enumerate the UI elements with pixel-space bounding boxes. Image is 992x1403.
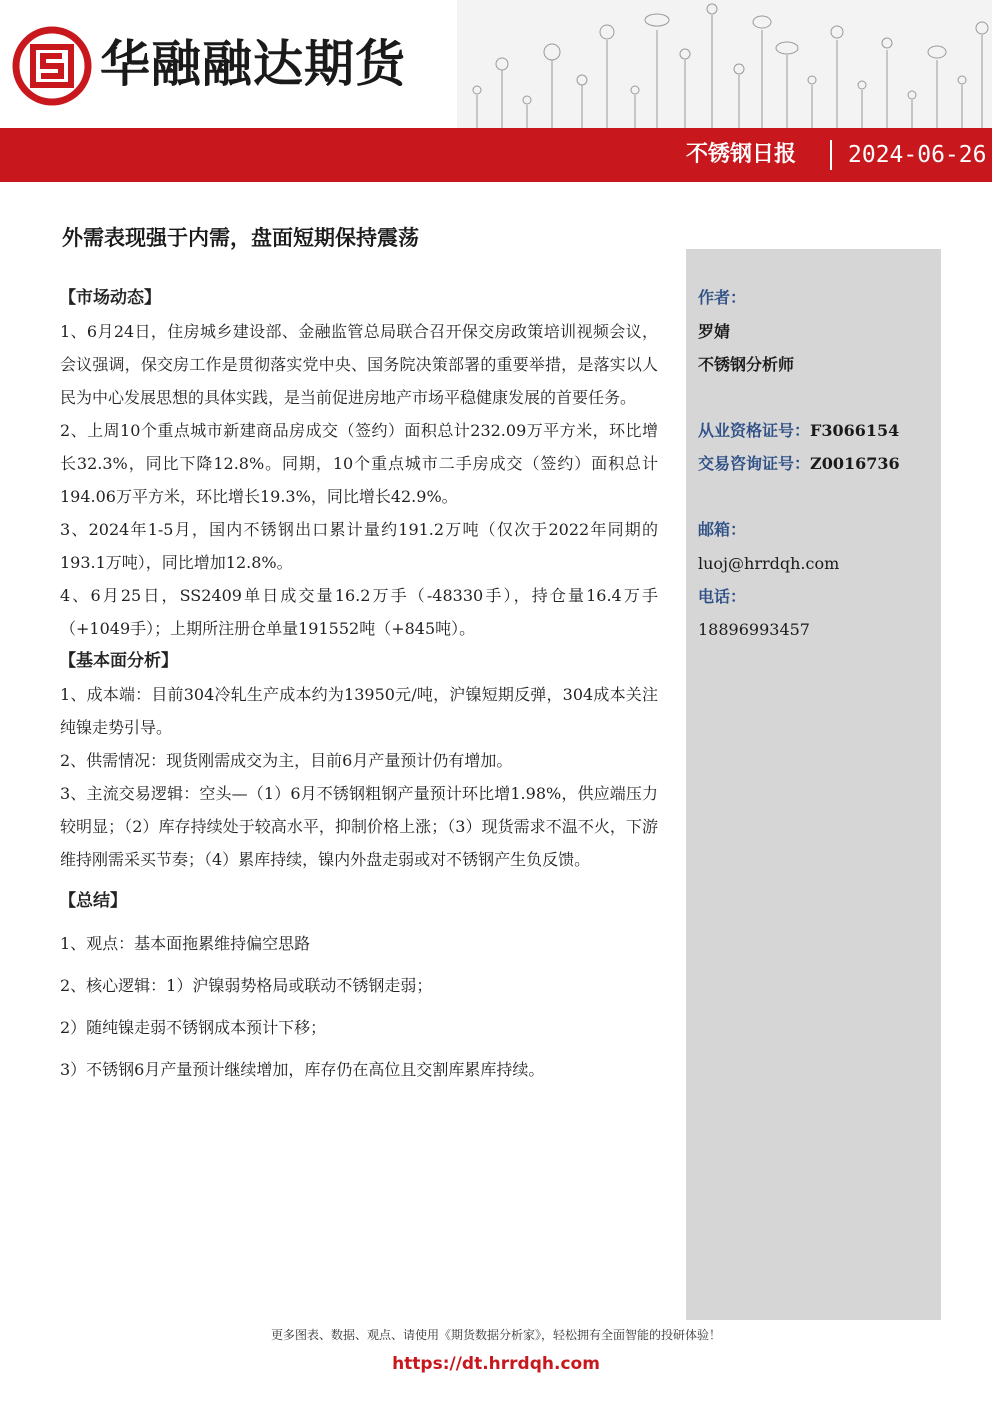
header-decoration [457,0,992,128]
author-name: 罗婧 [698,322,731,341]
report-date: 2024-06-26 [848,142,987,168]
banner-divider [830,140,832,170]
list-item: 2、核心逻辑：1）沪镍弱势格局或联动不锈钢走弱； [60,976,433,995]
list-item: 3、主流交易逻辑：空头—（1）6月不锈钢粗钢产量预计环比增1.98%，供应端压力较明显；（2）库存持续处于较高水平，抑制价格上涨；（3）现货需求不温不火，下游维持刚需采买节奏；（4）累库持续，镍内外盘走弱或对不锈钢产生负反馈。 [60,784,658,869]
footer-note: 更多图表、数据、观点、请使用《期货数据分析家》，轻松拥有全面智能的投研体验！ [270,1328,721,1342]
list-item: 1、成本端：目前304冷轧生产成本约为13950元/吨，沪镍短期反弹，304成本关注纯镍走势引导。 [60,685,658,737]
email-label: 邮箱： [698,520,747,539]
section-heading-fundamental: 【基本面分析】 [59,651,178,671]
list-item: 3、2024年1-5月，国内不锈钢出口累计量约191.2万吨（仅次于2022年同期的193.1万吨），同比增加12.8%。 [60,520,658,572]
list-item: 2、上周10个重点城市新建商品房成交（签约）面积总计232.09万平方米，环比增长32.3%，同比下降12.8%。同期，10个重点城市二手房成交（签约）面积总计194.06万平方米，环比增长19.3%，同比增长42.9%。 [60,421,658,506]
report-type: 不锈钢日报 [685,142,796,167]
list-item: 1、观点：基本面拖累维持偏空思路 [60,934,311,953]
list-item: 4、6月25日，SS2409单日成交量16.2万手（-48330手），持仓量16.4万手（+1049手）；上期所注册仓单量191552吨（+845吨）。 [60,586,658,638]
report-banner [0,128,992,182]
phone-value: 18896993457 [698,620,810,639]
brand-name: 华融融达期货 [100,35,406,93]
list-item: 3）不锈钢6月产量预计继续增加，库存仍在高位且交割库累库持续。 [60,1060,545,1079]
phone-label: 电话： [698,587,747,606]
report-headline: 外需表现强于内需，盘面短期保持震荡 [62,226,419,250]
email-value[interactable]: luoj@hrrdqh.com [698,554,840,573]
section-heading-market: 【市场动态】 [59,288,161,308]
list-item: 1、6月24日，住房城乡建设部、金融监管总局联合召开保交房政策培训视频会议，会议强调，保交房工作是贯彻落实党中央、国务院决策部署的重要举措，是落实以人民为中心发展思想的具体实践，是当前促进房地产市场平稳健康发展的首要任务。 [60,322,658,407]
section-heading-summary: 【总结】 [59,891,127,911]
consulting-value: Z0016736 [810,454,900,473]
company-logo-icon [12,26,92,106]
consulting-label: 交易咨询证号： [698,454,811,473]
qualification-label: 从业资格证号： [698,421,811,440]
qualification-value: F3066154 [810,421,900,440]
author-label: 作者： [698,288,747,307]
qualification-row [698,419,899,443]
list-item: 2、供需情况：现货刚需成交为主，目前6月产量预计仍有增加。 [60,751,513,770]
consulting-row [698,452,900,476]
author-sidebar [686,249,941,1320]
main-content [60,282,658,1086]
list-item: 2）随纯镍走弱不锈钢成本预计下移； [60,1018,327,1037]
footer-link[interactable]: https://dt.hrrdqh.com [392,1354,600,1374]
author-title: 不锈钢分析师 [698,355,795,374]
